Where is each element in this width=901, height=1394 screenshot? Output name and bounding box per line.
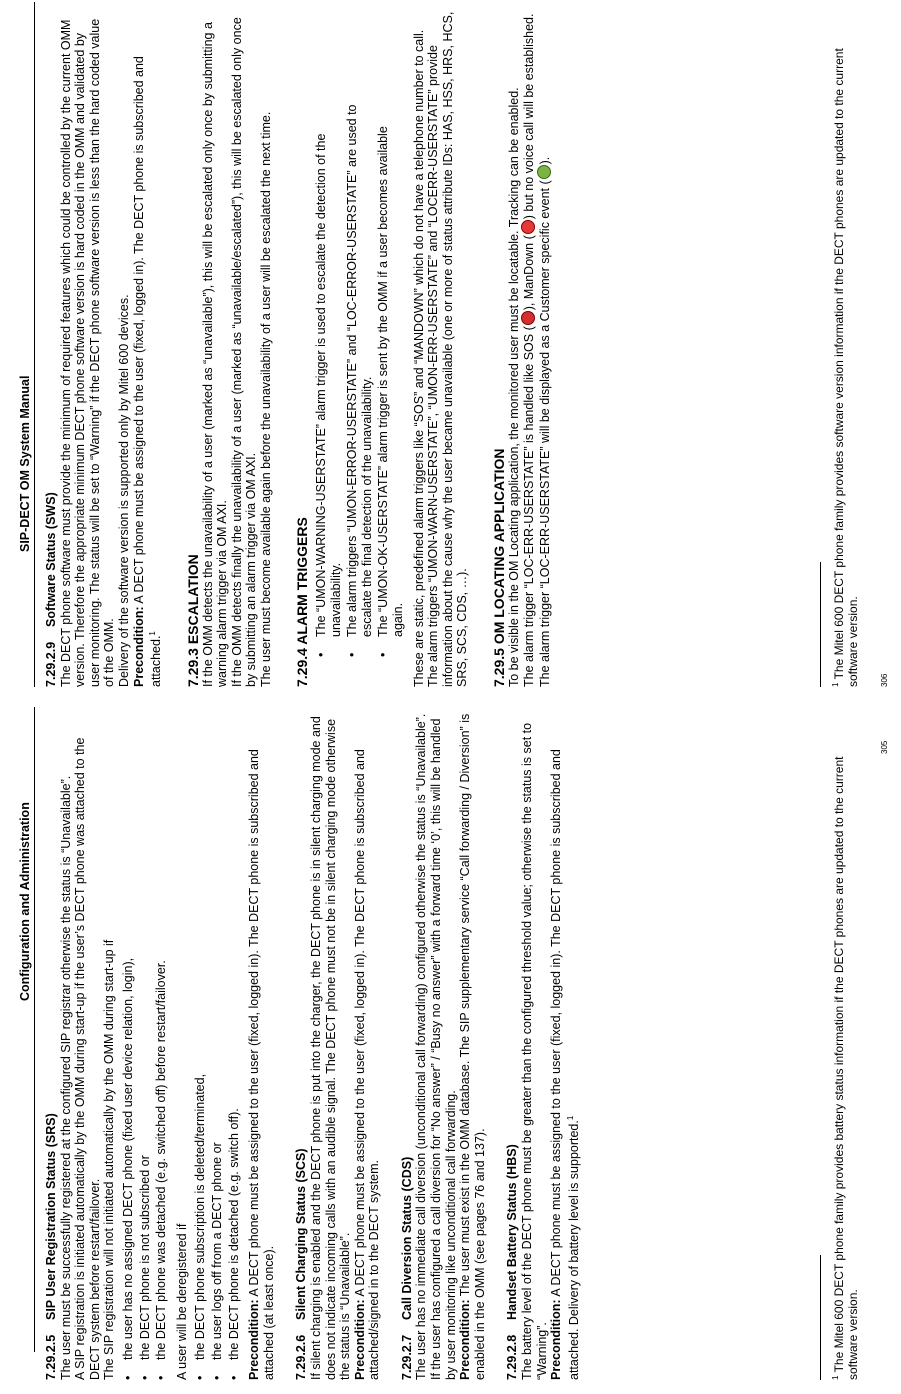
escalation-paragraph-2: If the OMM detects finally the unavailability of a user (marked as “unavailable/escalated”), this will be escalated only once by submitting an alarm trigger via OM AXI.: [229, 17, 259, 687]
srs-paragraph-3: The SIP registration will not initiated automatically by the OMM during start-up if: [102, 939, 117, 1380]
heading-om-locating: 7.29.5 OM LOCATING APPLICATION: [491, 448, 507, 687]
heading-scs: 7.29.2.6Silent Charging Status (SCS): [294, 1148, 309, 1380]
hbs-paragraph-1: The battery level of the DECT phone must be greater than the configured threshold value; otherwise the status is set to “Warning”.: [520, 722, 549, 1380]
footnote-right: $^1$ The Mitel 600 DECT phone family provides software version information if the DECT phones are updated to the current software version.: [831, 48, 860, 687]
list-item: • the user has no assigned DECT phone (fixed user device relation, login),: [120, 957, 135, 1380]
cds-precondition: Precondition: The user must exist in the OMM database. The SIP supplementary service “Call forwarding / Diversion” is enabled in the OMM (see pages 76 and 137).: [458, 713, 487, 1380]
alarm-trigger-list: [314, 97, 406, 657]
escalation-paragraph-3: The user must become available again before the unavailability of a user will be escalated the next time.: [258, 111, 273, 687]
scs-paragraph-1: If silent charging is enabled and the DECT phone is put into the charger, the DECT phone is in silent charging mode and does not indicate incoming calls with an audible signal. The DECT phone must not be in silent charging mode otherwise the status is “Unavailable”.: [308, 716, 353, 1380]
alarm-triggers-paragraph-2: The alarm triggers “UMON-WARN-USERSTATE”, “UMON-ERR-USERSTATE” and “LOCERR-USERSTATE” provide information about the cause why the user became unavailable (one or more of status attribute IDs: HAS, HSS, HRS, HCS, SRS, SCS, CDS, …).: [426, 11, 470, 687]
mandown-icon: [521, 220, 535, 234]
list-item: • The alarm triggers “UMON-ERROR-USERSTATE” and “LOC-ERROR-USERSTATE” are used to escalate the final detection of the unavailability.: [345, 104, 374, 657]
scs-precondition: Precondition: A DECT phone must be assigned to the user (fixed, logged in). The DECT phone is subscribed and attached/signed in to the DECT system.: [352, 749, 382, 1380]
hbs-precondition: Precondition: A DECT phone must be assigned to the user (fixed, logged in). The DECT phone is subscribed and attached. Delivery of battery level is supported.$^1$: [549, 749, 581, 1380]
left-page-body: [44, 708, 582, 1380]
sws-paragraph-1: The DECT phone software must provide the minimum of required features which could be controlled by the current OMM version. Therefore the appropriate minimum DECT phone software version is hard coded in the OMM and validated by user monitoring. The status will be set to “Warning” if the DECT phone software version is less than the hard coded value of the OMM.: [58, 18, 117, 687]
escalation-paragraph-1: If the OMM detects the unavailability of a user (marked as “unavailable”), this will be escalated only once by submitting a warning alarm trigger via OM AXI.: [200, 22, 230, 687]
heading-cds: 7.29.2.7Call Diversion Status (CDS): [399, 1156, 414, 1380]
list-item: • the user logs off from a DECT phone or: [209, 1142, 224, 1380]
heading-alarm-triggers: 7.29.4 ALARM TRIGGERS: [294, 517, 311, 687]
heading-escalation: 7.29.3 ESCALATION: [184, 554, 201, 687]
srs-precondition: Precondition: A DECT phone must be assigned to the user (fixed, logged in). The DECT phone is subscribed and attached (at least once).: [247, 749, 276, 1380]
locating-paragraph-3: The alarm trigger “LOC-ERR-USERSTATE” will be displayed as a Customer specific event ().: [537, 156, 552, 687]
list-item: • the DECT phone is detached (e.g. switch off).: [226, 1108, 241, 1380]
locating-paragraph-2: The alarm trigger “LOC-ERR-USERSTATE” is handled like SOS (), ManDown () but no voice call will be established.: [522, 13, 537, 687]
list-item: • The “UMON-OK-USERSTATE” alarm trigger is sent by the OMM if a user becomes available again.: [376, 126, 406, 657]
list-item: • the DECT phone is not subscribed or: [137, 1155, 152, 1380]
locating-paragraph-1: To be visible in the OM Locating application, the monitored user must be locatable. Tracking can be enabled.: [506, 87, 521, 687]
srs-paragraph-2: A SIP registration is initiated automatically by the OMM during start-up if the user’s DECT phone was attached to the DECT system before restart/failover.: [73, 737, 102, 1380]
page-number-left: 305: [880, 740, 889, 754]
cds-paragraph-1: The user has no immediate call diversion (unconditional call forwarding) configured otherwise the status is “Unavailable”.: [414, 713, 429, 1380]
header-rule-left: [34, 707, 35, 1352]
customer-event-icon: [537, 165, 551, 179]
right-page-body: [44, 7, 552, 687]
page-number-right: 306: [880, 673, 889, 687]
alarm-triggers-paragraph-1: These are static, predefined alarm triggers like “SOS” and “MANDOWN” which do not have a telephone number to call.: [411, 29, 426, 687]
list-item: • The “UMON-WARNING-USERSTATE” alarm trigger is used to escalate the detection of the unavailability.: [314, 133, 343, 657]
footnote-rule-right: [820, 562, 821, 687]
running-head-left: Configuration and Administration: [18, 802, 32, 1001]
list-item: • the DECT phone was detached (e.g. switched off) before restart/failover.: [154, 960, 169, 1380]
header-rule-right: [34, 2, 35, 687]
cds-paragraph-2: If the user has configured a call diversion for “No answer” / “Busy no answer” with a forward time ‘0’, this will be handled by user monitoring like unconditional call forwarding.: [429, 718, 458, 1380]
footnote-left: $^1$ The Mitel 600 DECT phone family provides battery status information if the DECT phones are updated to the current software version.: [831, 756, 860, 1380]
heading-srs: 7.29.2.5SIP User Registration Status (SRS): [44, 1113, 58, 1380]
srs-paragraph-4: A user will be deregistered if: [174, 1223, 189, 1380]
srs-paragraph-1: The user must be successfully registered at the configured SIP registrar otherwise the status is “Unavailable”.: [58, 775, 73, 1380]
sws-precondition: Precondition: A DECT phone must be assigned to the user (fixed, logged in). The DECT phone is subscribed and attached.$^1$: [131, 56, 164, 687]
footnote-rule-left: [820, 1255, 821, 1380]
sos-icon: [521, 311, 535, 325]
srs-bullet-list-1: [121, 708, 169, 1380]
page-305: [0, 697, 901, 1394]
heading-sws: 7.29.2.9Software Status (SWS): [44, 492, 58, 687]
srs-bullet-list-2: [193, 708, 241, 1380]
list-item: • the DECT phone subscription is deleted/terminated,: [193, 1073, 208, 1380]
heading-hbs: 7.29.2.8Handset Battery Status (HBS): [505, 1144, 520, 1380]
sws-paragraph-2: Delivery of the software version is supported only by Mitel 600 devices.: [116, 294, 131, 687]
running-head-right: SIP-DECT OM System Manual: [18, 375, 32, 552]
